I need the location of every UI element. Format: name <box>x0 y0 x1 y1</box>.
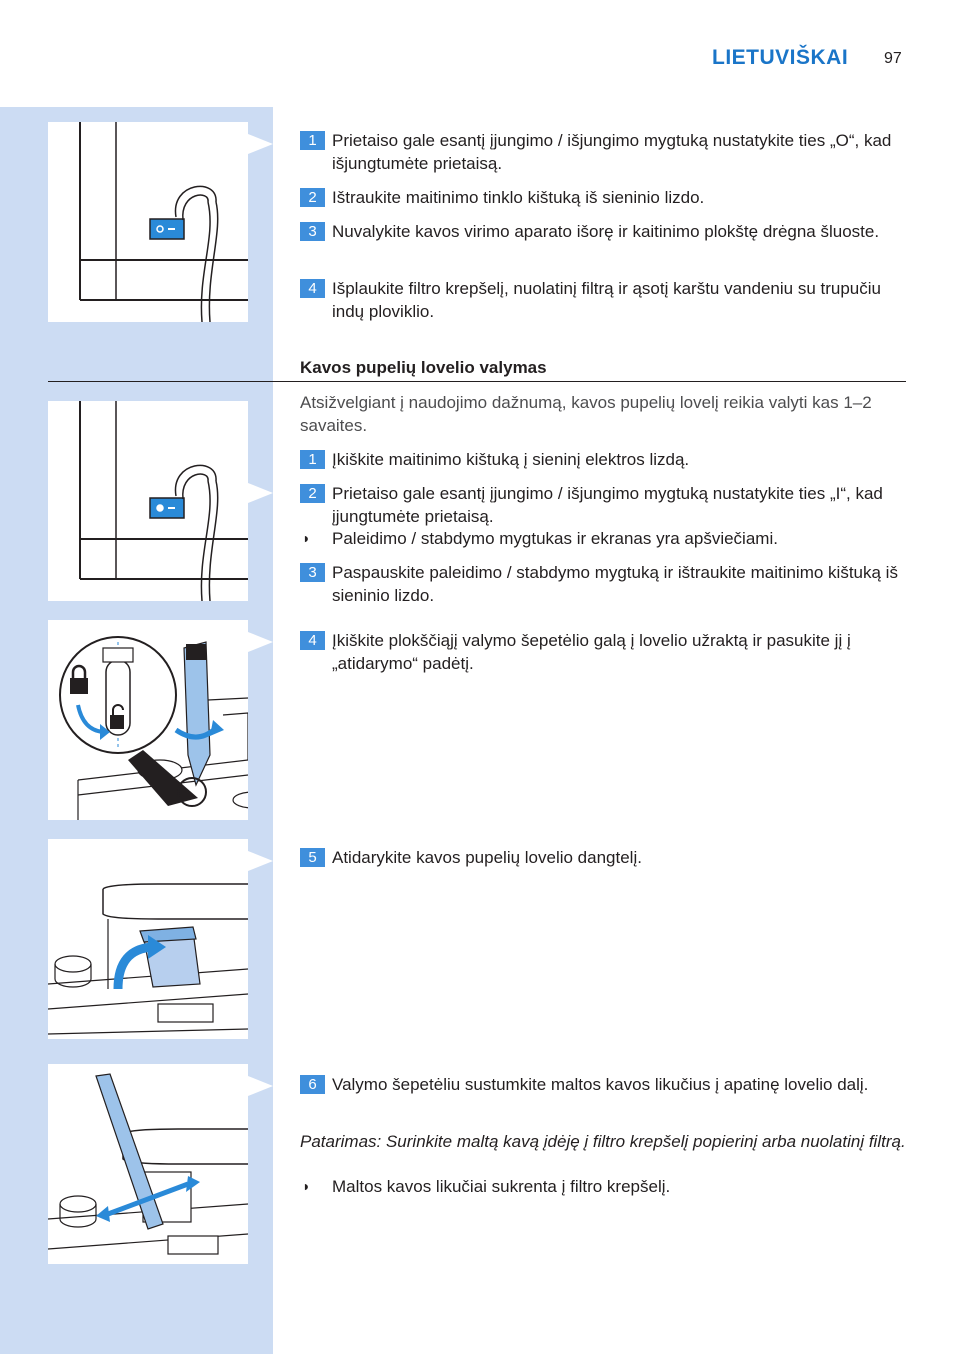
illustration-brush-lock <box>48 620 248 820</box>
result-bullet-icon: ◗ <box>302 1178 311 1194</box>
step-3 <box>300 561 906 607</box>
step-number-badge: 3 <box>300 563 325 582</box>
step-number-badge: 4 <box>300 631 325 650</box>
section-title: Kavos pupelių lovelio valymas <box>300 358 547 377</box>
step-number-badge: 5 <box>300 848 325 867</box>
step-3 <box>300 220 906 243</box>
step-text: Išplaukite filtro krepšelį, nuolatinį filtrą ir ąsotį karštu vandeniu su trupučiu indų ploviklio. <box>332 279 881 321</box>
illustration-sweep-grounds <box>48 1064 248 1264</box>
step-number-badge: 1 <box>300 450 325 469</box>
step-number-badge: 4 <box>300 279 325 298</box>
illustration-pointer <box>248 632 273 652</box>
intro-paragraph <box>300 391 906 437</box>
step-2 <box>300 482 906 528</box>
step-text: Ištraukite maitinimo tinklo kištuką iš sieninio lizdo. <box>332 188 705 207</box>
step-5 <box>300 846 906 869</box>
step-text: Paspauskite paleidimo / stabdymo mygtuką ir ištraukite maitinimo kištuką iš sieninio lizdo. <box>332 563 898 605</box>
illustration-switch-on <box>48 401 248 601</box>
illustration-pointer <box>248 851 273 871</box>
language-header: LIETUVIŠKAI <box>712 46 849 69</box>
illustration-pointer <box>248 134 273 154</box>
step-number-badge: 2 <box>300 484 325 503</box>
result-bullet-icon: ◗ <box>302 530 311 546</box>
tip-text: Patarimas: Surinkite maltą kavą įdėję į filtro krepšelį popierinį arba nuolatinį filtrą. <box>300 1132 906 1151</box>
page-number: 97 <box>884 50 902 67</box>
illustration-pointer <box>248 1076 273 1096</box>
step-text: Nuvalykite kavos virimo aparato išorę ir kaitinimo plokštę drėgna šluoste. <box>332 222 880 241</box>
step-6 <box>300 1073 906 1096</box>
illustration-open-lid <box>48 839 248 1039</box>
result-bullet <box>300 1175 906 1198</box>
step-text: Įkiškite maitinimo kištuką į sieninį elektros lizdą. <box>332 450 690 469</box>
step-number-badge: 6 <box>300 1075 325 1094</box>
step-text: Įkiškite plokščiąjį valymo šepetėlio galą į lovelio užraktą ir pasukite jį į „atidarymo“ padėtį. <box>332 631 851 673</box>
result-text: Maltos kavos likučiai sukrenta į filtro krepšelį. <box>332 1177 671 1196</box>
step-1 <box>300 129 906 175</box>
step-text: Prietaiso gale esantį įjungimo / išjungimo mygtuką nustatykite ties „I“, kad įjungtumėte prietaisą. <box>332 484 883 526</box>
step-4 <box>300 277 906 323</box>
step-number-badge: 3 <box>300 222 325 241</box>
step-4 <box>300 629 906 675</box>
step-2 <box>300 186 906 209</box>
step-number-badge: 1 <box>300 131 325 150</box>
section-divider <box>48 381 906 382</box>
intro-text: Atsižvelgiant į naudojimo dažnumą, kavos pupelių lovelį reikia valyti kas 1–2 savaites. <box>300 393 872 435</box>
step-text: Valymo šepetėliu sustumkite maltos kavos likučius į apatinę lovelio dalį. <box>332 1075 869 1094</box>
step-text: Prietaiso gale esantį įjungimo / išjungimo mygtuką nustatykite ties „O“, kad išjungtumėte prietaisą. <box>332 131 892 173</box>
step-number-badge: 2 <box>300 188 325 207</box>
tip-paragraph <box>300 1130 906 1153</box>
step-text: Atidarykite kavos pupelių lovelio dangtelį. <box>332 848 642 867</box>
result-bullet <box>300 527 906 550</box>
illustration-switch-off <box>48 122 248 322</box>
illustration-pointer <box>248 483 273 503</box>
result-text: Paleidimo / stabdymo mygtukas ir ekranas yra apšviečiami. <box>332 529 778 548</box>
step-1 <box>300 448 906 471</box>
